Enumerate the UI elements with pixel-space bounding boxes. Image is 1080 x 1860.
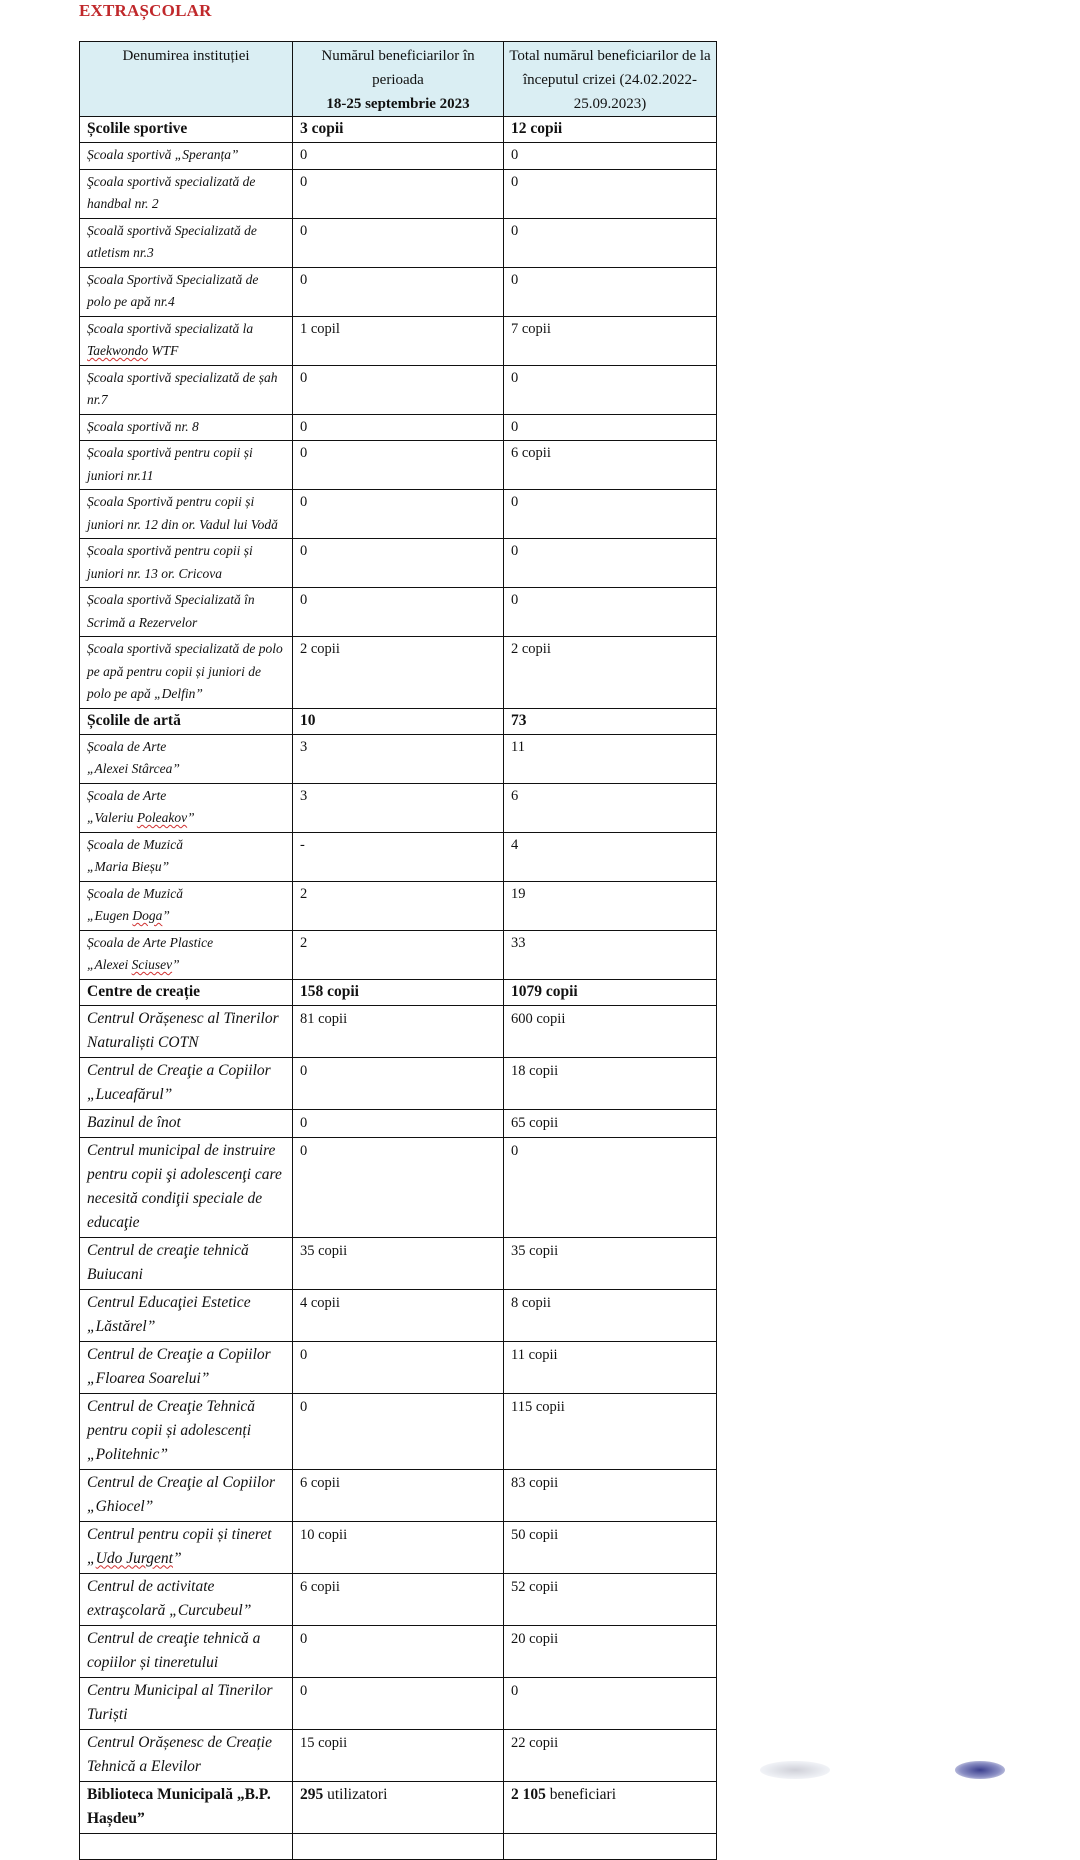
table-row-cut-off [80,1833,717,1860]
period-value: 0 [293,588,504,637]
table-row [80,1057,717,1109]
table-row [80,1521,717,1573]
period-value: 0 [293,365,504,414]
table-row [80,1573,717,1625]
institution-name: Școala sportivă specializată de șah nr.7 [80,365,293,414]
institution-name: Centrul de Creaţie Tehnică pentru copii și adolescenți „Politehnic” [80,1393,293,1469]
group-period: 3 copii [293,117,504,143]
institution-name: Școala Sportivă Specializată de polo pe apă nr.4 [80,267,293,316]
name-text: WTF [148,343,179,358]
institution-name: Centrul Orășenesc al Tinerilor Naturaliști COTN [80,1005,293,1057]
total-value: 0 [504,1137,717,1237]
beneficiaries-table [79,41,717,1860]
table-row [80,734,717,783]
table-row [80,1469,717,1521]
period-value: 0 [293,441,504,490]
period-value: 0 [293,490,504,539]
name-line [87,905,285,928]
institution-name [80,734,293,783]
table-row [80,267,717,316]
institution-name: Centrul Educaţiei Estetice „Lăstărel” [80,1289,293,1341]
table-row [80,783,717,832]
institution-name: Şcoala sportivă specializată de handbal nr. 2 [80,169,293,218]
table-header-row [80,42,717,117]
library-period [293,1781,504,1833]
header-total: Total numărul beneficiarilor de la începutul crizei (24.02.2022-25.09.2023) [504,42,717,117]
period-value: 1 copil [293,316,504,365]
period-value: 2 copii [293,637,504,709]
partial-decoration [955,1761,1005,1779]
name-text: „Alexei Stârcea” [87,761,180,776]
group-name: Școlile de artă [80,708,293,734]
table-row [80,218,717,267]
name-text: „Maria Bieșu” [87,859,170,874]
header-period-dates: 18-25 septembrie 2023 [326,96,470,112]
table-row [80,1625,717,1677]
name-line [87,807,285,830]
total-value: 18 copii [504,1057,717,1109]
period-value: 0 [293,1057,504,1109]
table-row [80,881,717,930]
period-value: 0 [293,1393,504,1469]
period-value: 4 copii [293,1289,504,1341]
table-row [80,1677,717,1729]
institution-name: Centrul de Creaţie a Copiilor „Floarea Soarelui” [80,1341,293,1393]
section-title: EXTRAȘCOLAR [79,1,212,20]
table-row [80,588,717,637]
period-value: 35 copii [293,1237,504,1289]
total-value: 6 [504,783,717,832]
table-row [80,832,717,881]
empty-cell [504,1833,717,1860]
institution-name: Centru Municipal al Tinerilor Turiști [80,1677,293,1729]
name-text: Centrul pentru copii și tineret „ [87,1525,272,1567]
table-row [80,365,717,414]
table-body [80,117,717,1860]
period-value: 6 copii [293,1573,504,1625]
library-period-number: 295 [300,1785,324,1803]
total-value: 50 copii [504,1521,717,1573]
period-value: 0 [293,143,504,170]
table-row [80,1341,717,1393]
group-row-art-schools [80,708,717,734]
institution-name: Școala sportivă pentru copii și juniori nr.11 [80,441,293,490]
total-value: 20 copii [504,1625,717,1677]
name-text: ” [172,1549,182,1567]
institution-name [80,832,293,881]
name-text: „Eugen [87,908,133,923]
table-row [80,316,717,365]
institution-name [80,881,293,930]
period-value: 0 [293,1625,504,1677]
group-row-creation-centers [80,979,717,1005]
group-period: 10 [293,708,504,734]
total-value: 0 [504,218,717,267]
header-period-label: Numărul beneficiarilor în perioada [321,48,475,88]
total-value: 115 copii [504,1393,717,1469]
period-value: 0 [293,1677,504,1729]
table-row [80,1237,717,1289]
name-text: „Valeriu [87,810,137,825]
period-value: 0 [293,1109,504,1137]
header-period [293,42,504,117]
period-value: 0 [293,414,504,441]
period-value: 0 [293,539,504,588]
period-value: 15 copii [293,1729,504,1781]
library-name: Biblioteca Municipală „B.P. Hașdeu” [80,1781,293,1833]
institution-name: Centrul de creaţie tehnică Buiucani [80,1237,293,1289]
library-period-unit: utilizatori [323,1785,388,1803]
institution-name: Școala sportivă Specializată în Scrimă a Rezervelor [80,588,293,637]
table-row [80,414,717,441]
total-value: 0 [504,169,717,218]
group-total: 12 copii [504,117,717,143]
group-name: Școlile sportive [80,117,293,143]
institution-name: Școala sportivă pentru copii și juniori nr. 13 or. Cricova [80,539,293,588]
total-value: 4 [504,832,717,881]
institution-name: Școala sportivă specializată de polo pe apă pentru copii și juniori de polo pe apă „Delfin” [80,637,293,709]
group-name: Centre de creație [80,979,293,1005]
header-institution: Denumirea instituției [80,42,293,117]
total-value: 7 copii [504,316,717,365]
total-value: 65 copii [504,1109,717,1137]
empty-cell [293,1833,504,1860]
period-value: 2 [293,881,504,930]
name-text: Școala sportivă specializată la [87,320,254,336]
total-value: 0 [504,588,717,637]
group-period: 158 copii [293,979,504,1005]
table-row [80,143,717,170]
table-row [80,169,717,218]
total-value: 0 [504,490,717,539]
table-row [80,1137,717,1237]
institution-name [80,316,293,365]
table-row [80,539,717,588]
total-value: 11 copii [504,1341,717,1393]
total-value: 2 copii [504,637,717,709]
name-line: Școala de Arte Plastice [87,934,214,950]
table-row [80,1005,717,1057]
period-value: - [293,832,504,881]
institution-name: Centrul de creaţie tehnică a copiilor și tineretului [80,1625,293,1677]
total-value: 19 [504,881,717,930]
total-value: 83 copii [504,1469,717,1521]
misspelled-word: Udo Jurgent [95,1549,173,1567]
total-value: 0 [504,414,717,441]
empty-cell [80,1833,293,1860]
name-text: ” [172,957,180,972]
period-value: 0 [293,218,504,267]
period-value: 10 copii [293,1521,504,1573]
name-line: Școala de Muzică [87,836,183,852]
library-total [504,1781,717,1833]
partial-decoration [760,1761,830,1779]
institution-name [80,930,293,979]
total-value: 0 [504,267,717,316]
group-row-sports-schools [80,117,717,143]
name-line: Școala de Arte [87,738,167,754]
institution-name: Centrul Orășenesc de Creație Tehnică a Elevilor [80,1729,293,1781]
total-value: 35 copii [504,1237,717,1289]
name-line [87,758,285,781]
name-text: „Alexei [87,957,132,972]
period-value: 6 copii [293,1469,504,1521]
period-value: 0 [293,267,504,316]
total-value: 33 [504,930,717,979]
library-total-unit: beneficiari [545,1785,617,1803]
table-row [80,1109,717,1137]
group-total: 1079 copii [504,979,717,1005]
institution-name: Centrul de activitate extraşcolară „Curcubeul” [80,1573,293,1625]
group-total: 73 [504,708,717,734]
institution-name: Centrul de Creaţie a Copiilor „Luceafărul” [80,1057,293,1109]
library-total-number: 2 105 [511,1785,546,1803]
institution-name [80,1521,293,1573]
table-row [80,637,717,709]
table-row [80,441,717,490]
institution-name: Centrul municipal de instruire pentru copii şi adolescenţi care necesită condiţii speciale de educaţie [80,1137,293,1237]
total-value: 0 [504,365,717,414]
period-value: 0 [293,169,504,218]
table-row [80,490,717,539]
period-value: 0 [293,1341,504,1393]
total-value: 0 [504,1677,717,1729]
misspelled-word: Sciusev [131,957,173,972]
name-text: ” [162,908,170,923]
misspelled-word: Poleakov [136,810,188,825]
total-value: 11 [504,734,717,783]
total-value: 6 copii [504,441,717,490]
total-value: 22 copii [504,1729,717,1781]
name-line [87,856,285,879]
total-value: 0 [504,539,717,588]
institution-name [80,783,293,832]
period-value: 3 [293,783,504,832]
total-value: 8 copii [504,1289,717,1341]
total-value: 600 copii [504,1005,717,1057]
table-row [80,1393,717,1469]
total-value: 52 copii [504,1573,717,1625]
period-value: 2 [293,930,504,979]
institution-name: Școala sportivă nr. 8 [80,414,293,441]
institution-name: Bazinul de înot [80,1109,293,1137]
period-value: 81 copii [293,1005,504,1057]
name-line: Școala de Arte [87,787,167,803]
misspelled-word: Doga [132,908,163,923]
table-row [80,1289,717,1341]
institution-name: Școală sportivă Specializată de atletism nr.3 [80,218,293,267]
table-row [80,1729,717,1781]
name-line: Școala de Muzică [87,885,183,901]
library-row [80,1781,717,1833]
misspelled-word: Taekwondo [87,343,149,358]
institution-name: Școala sportivă „Speranța” [80,143,293,170]
period-value: 0 [293,1137,504,1237]
name-line [87,954,285,977]
period-value: 3 [293,734,504,783]
institution-name: Școala Sportivă pentru copii și juniori nr. 12 din or. Vadul lui Vodă [80,490,293,539]
table-row [80,930,717,979]
name-text: ” [187,810,195,825]
institution-name: Centrul de Creaţie al Copiilor „Ghiocel” [80,1469,293,1521]
total-value: 0 [504,143,717,170]
